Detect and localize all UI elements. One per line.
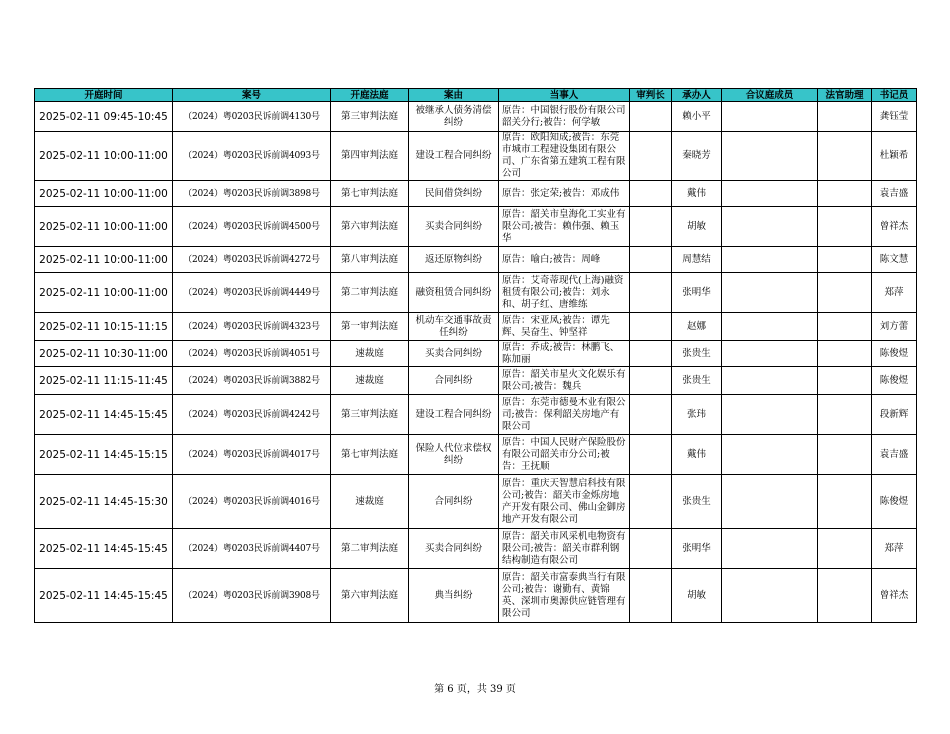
- cell-clerk: 曾祥杰: [872, 207, 917, 247]
- header-cause: 案由: [409, 89, 499, 102]
- cell-parties: 原告：韶关市星火文化娱乐有限公司;被告：魏兵: [499, 367, 630, 395]
- cell-courtroom: 第一审判法庭: [331, 313, 409, 341]
- cell-presiding-judge: [630, 102, 672, 132]
- cell-cause: 民间借贷纠纷: [409, 181, 499, 207]
- cell-clerk: 袁吉盛: [872, 435, 917, 475]
- cell-presiding-judge: [630, 273, 672, 313]
- cell-time: 2025-02-11 10:30-11:00: [35, 341, 173, 367]
- cell-presiding-judge: [630, 132, 672, 181]
- cell-assistant: [818, 569, 872, 623]
- cell-cause: 建设工程合同纠纷: [409, 132, 499, 181]
- table-row: [35, 313, 917, 341]
- cell-case-no: （2024）粤0203民诉前调3908号: [173, 569, 331, 623]
- cell-cause: 典当纠纷: [409, 569, 499, 623]
- cell-presiding-judge: [630, 569, 672, 623]
- cell-parties: 原告：艾奇蒂现代(上海)融资租赁有限公司;被告：刘永和、胡子红、唐维练: [499, 273, 630, 313]
- table-row: [35, 367, 917, 395]
- cell-panel: [722, 247, 818, 273]
- cell-clerk: 杜颖希: [872, 132, 917, 181]
- cell-parties: 原告：乔成;被告：林鹏飞、陈加丽: [499, 341, 630, 367]
- cell-panel: [722, 367, 818, 395]
- cell-time: 2025-02-11 10:00-11:00: [35, 207, 173, 247]
- cell-clerk: 段新辉: [872, 395, 917, 435]
- cell-parties: 原告：中国银行股份有限公司韶关分行;被告：何学敏: [499, 102, 630, 132]
- cell-parties: 原告：韶关市风采机电物资有限公司;被告：韶关市群利钢结构制造有限公司: [499, 529, 630, 569]
- header-clerk: 书记员: [872, 89, 917, 102]
- cell-assistant: [818, 395, 872, 435]
- cell-parties: 原告：中国人民财产保险股份有限公司韶关市分公司;被告：王抚顺: [499, 435, 630, 475]
- cell-cause: 保险人代位求偿权纠纷: [409, 435, 499, 475]
- cell-parties: 原告：重庆天智慧启科技有限公司;被告：韶关市金烁房地产开发有限公司、佛山金御房地产开发有限公司: [499, 475, 630, 529]
- cell-clerk: 刘方蕾: [872, 313, 917, 341]
- cell-panel: [722, 475, 818, 529]
- table-row: [35, 132, 917, 181]
- header-assistant: 法官助理: [818, 89, 872, 102]
- table-row: [35, 181, 917, 207]
- cell-handler: 胡敏: [672, 569, 722, 623]
- header-parties: 当事人: [499, 89, 630, 102]
- cell-case-no: （2024）粤0203民诉前调4323号: [173, 313, 331, 341]
- cell-assistant: [818, 313, 872, 341]
- cell-handler: 赵娜: [672, 313, 722, 341]
- table-row: [35, 273, 917, 313]
- cell-time: 2025-02-11 14:45-15:45: [35, 529, 173, 569]
- cell-parties: 原告：韶关市富泰典当行有限公司;被告：谢勤有、黄锦英、深圳市奥源供应链管理有限公司: [499, 569, 630, 623]
- cell-panel: [722, 395, 818, 435]
- cell-assistant: [818, 247, 872, 273]
- cell-presiding-judge: [630, 341, 672, 367]
- cell-handler: 秦晓芳: [672, 132, 722, 181]
- table-row: [35, 569, 917, 623]
- cell-time: 2025-02-11 10:15-11:15: [35, 313, 173, 341]
- cell-case-no: （2024）粤0203民诉前调3898号: [173, 181, 331, 207]
- cell-panel: [722, 207, 818, 247]
- cell-clerk: 陈俊煜: [872, 367, 917, 395]
- cell-assistant: [818, 132, 872, 181]
- cell-handler: 张贵生: [672, 367, 722, 395]
- cell-assistant: [818, 435, 872, 475]
- cell-presiding-judge: [630, 181, 672, 207]
- cell-courtroom: 速裁庭: [331, 341, 409, 367]
- cell-time: 2025-02-11 10:00-11:00: [35, 181, 173, 207]
- cell-cause: 返还原物纠纷: [409, 247, 499, 273]
- cell-assistant: [818, 207, 872, 247]
- cell-courtroom: 第四审判法庭: [331, 132, 409, 181]
- cell-cause: 买卖合同纠纷: [409, 207, 499, 247]
- cell-case-no: （2024）粤0203民诉前调4051号: [173, 341, 331, 367]
- cell-presiding-judge: [630, 395, 672, 435]
- cell-handler: 周慧结: [672, 247, 722, 273]
- cell-cause: 机动车交通事故责任纠纷: [409, 313, 499, 341]
- cell-assistant: [818, 273, 872, 313]
- cell-parties: 原告：张定荣;被告：邓成伟: [499, 181, 630, 207]
- cell-time: 2025-02-11 14:45-15:45: [35, 395, 173, 435]
- cell-parties: 原告：喻白;被告：周峰: [499, 247, 630, 273]
- cell-handler: 赖小平: [672, 102, 722, 132]
- table-row: [35, 435, 917, 475]
- cell-assistant: [818, 181, 872, 207]
- table-row: [35, 247, 917, 273]
- table-row: [35, 207, 917, 247]
- cell-parties: 原告：东莞市德曼木业有限公司;被告：保利韶关房地产有限公司: [499, 395, 630, 435]
- cell-time: 2025-02-11 14:45-15:15: [35, 435, 173, 475]
- cell-assistant: [818, 367, 872, 395]
- cell-clerk: 袁吉盛: [872, 181, 917, 207]
- cell-cause: 买卖合同纠纷: [409, 341, 499, 367]
- table-row: [35, 341, 917, 367]
- header-case-no: 案号: [173, 89, 331, 102]
- cell-time: 2025-02-11 10:00-11:00: [35, 247, 173, 273]
- cell-case-no: （2024）粤0203民诉前调4500号: [173, 207, 331, 247]
- cell-case-no: （2024）粤0203民诉前调4272号: [173, 247, 331, 273]
- cell-assistant: [818, 529, 872, 569]
- cell-parties: 原告：韶关市皇海化工实业有限公司;被告：赖伟强、赖玉华: [499, 207, 630, 247]
- table-row: [35, 102, 917, 132]
- cell-time: 2025-02-11 11:15-11:45: [35, 367, 173, 395]
- cell-panel: [722, 132, 818, 181]
- cell-handler: 张明华: [672, 529, 722, 569]
- cell-courtroom: 速裁庭: [331, 367, 409, 395]
- header-handler: 承办人: [672, 89, 722, 102]
- header-courtroom: 开庭法庭: [331, 89, 409, 102]
- cell-clerk: 陈俊煜: [872, 341, 917, 367]
- cell-panel: [722, 102, 818, 132]
- cell-clerk: 曾祥杰: [872, 569, 917, 623]
- cell-cause: 合同纠纷: [409, 367, 499, 395]
- cell-panel: [722, 569, 818, 623]
- cell-courtroom: 第七审判法庭: [331, 181, 409, 207]
- cell-time: 2025-02-11 10:00-11:00: [35, 273, 173, 313]
- cell-courtroom: 第三审判法庭: [331, 395, 409, 435]
- cell-presiding-judge: [630, 367, 672, 395]
- cell-handler: 戴伟: [672, 435, 722, 475]
- table-row: [35, 475, 917, 529]
- cell-clerk: 龚钰莹: [872, 102, 917, 132]
- cell-case-no: （2024）粤0203民诉前调3882号: [173, 367, 331, 395]
- hearing-schedule-table: [34, 88, 917, 623]
- cell-handler: 张明华: [672, 273, 722, 313]
- cell-presiding-judge: [630, 207, 672, 247]
- cell-presiding-judge: [630, 529, 672, 569]
- cell-time: 2025-02-11 14:45-15:30: [35, 475, 173, 529]
- header-panel: 合议庭成员: [722, 89, 818, 102]
- cell-clerk: 陈俊煜: [872, 475, 917, 529]
- cell-panel: [722, 273, 818, 313]
- cell-presiding-judge: [630, 435, 672, 475]
- cell-cause: 建设工程合同纠纷: [409, 395, 499, 435]
- cell-parties: 原告：欧阳知成;被告：东莞市城市工程建设集团有限公司、广东省第五建筑工程有限公司: [499, 132, 630, 181]
- cell-case-no: （2024）粤0203民诉前调4017号: [173, 435, 331, 475]
- cell-case-no: （2024）粤0203民诉前调4407号: [173, 529, 331, 569]
- cell-case-no: （2024）粤0203民诉前调4242号: [173, 395, 331, 435]
- cell-cause: 融资租赁合同纠纷: [409, 273, 499, 313]
- cell-clerk: 陈文慧: [872, 247, 917, 273]
- cell-courtroom: 第三审判法庭: [331, 102, 409, 132]
- cell-cause: 被继承人债务清偿纠纷: [409, 102, 499, 132]
- cell-cause: 买卖合同纠纷: [409, 529, 499, 569]
- cell-courtroom: 第二审判法庭: [331, 529, 409, 569]
- cell-clerk: 郑萍: [872, 529, 917, 569]
- cell-time: 2025-02-11 10:00-11:00: [35, 132, 173, 181]
- cell-assistant: [818, 102, 872, 132]
- cell-time: 2025-02-11 09:45-10:45: [35, 102, 173, 132]
- header-time: 开庭时间: [35, 89, 173, 102]
- cell-case-no: （2024）粤0203民诉前调4449号: [173, 273, 331, 313]
- cell-handler: 胡敏: [672, 207, 722, 247]
- cell-panel: [722, 435, 818, 475]
- cell-cause: 合同纠纷: [409, 475, 499, 529]
- cell-handler: 张贵生: [672, 475, 722, 529]
- cell-handler: 张玮: [672, 395, 722, 435]
- cell-case-no: （2024）粤0203民诉前调4130号: [173, 102, 331, 132]
- cell-case-no: （2024）粤0203民诉前调4016号: [173, 475, 331, 529]
- cell-assistant: [818, 475, 872, 529]
- header-presiding-judge: 审判长: [630, 89, 672, 102]
- cell-courtroom: 第六审判法庭: [331, 207, 409, 247]
- cell-presiding-judge: [630, 313, 672, 341]
- cell-presiding-judge: [630, 475, 672, 529]
- cell-courtroom: 第七审判法庭: [331, 435, 409, 475]
- cell-panel: [722, 313, 818, 341]
- cell-courtroom: 第六审判法庭: [331, 569, 409, 623]
- cell-courtroom: 速裁庭: [331, 475, 409, 529]
- cell-clerk: 郑萍: [872, 273, 917, 313]
- table-row: [35, 395, 917, 435]
- cell-panel: [722, 341, 818, 367]
- cell-panel: [722, 181, 818, 207]
- cell-handler: 戴伟: [672, 181, 722, 207]
- header-row: [35, 89, 917, 102]
- cell-panel: [722, 529, 818, 569]
- cell-case-no: （2024）粤0203民诉前调4093号: [173, 132, 331, 181]
- cell-presiding-judge: [630, 247, 672, 273]
- cell-courtroom: 第八审判法庭: [331, 247, 409, 273]
- cell-time: 2025-02-11 14:45-15:45: [35, 569, 173, 623]
- cell-parties: 原告：宋亚凤;被告：谭先辉、吴奋生、钟坚祥: [499, 313, 630, 341]
- cell-handler: 张贵生: [672, 341, 722, 367]
- table-row: [35, 529, 917, 569]
- page-footer: 第 6 页，共 39 页: [434, 684, 516, 695]
- cell-courtroom: 第二审判法庭: [331, 273, 409, 313]
- cell-assistant: [818, 341, 872, 367]
